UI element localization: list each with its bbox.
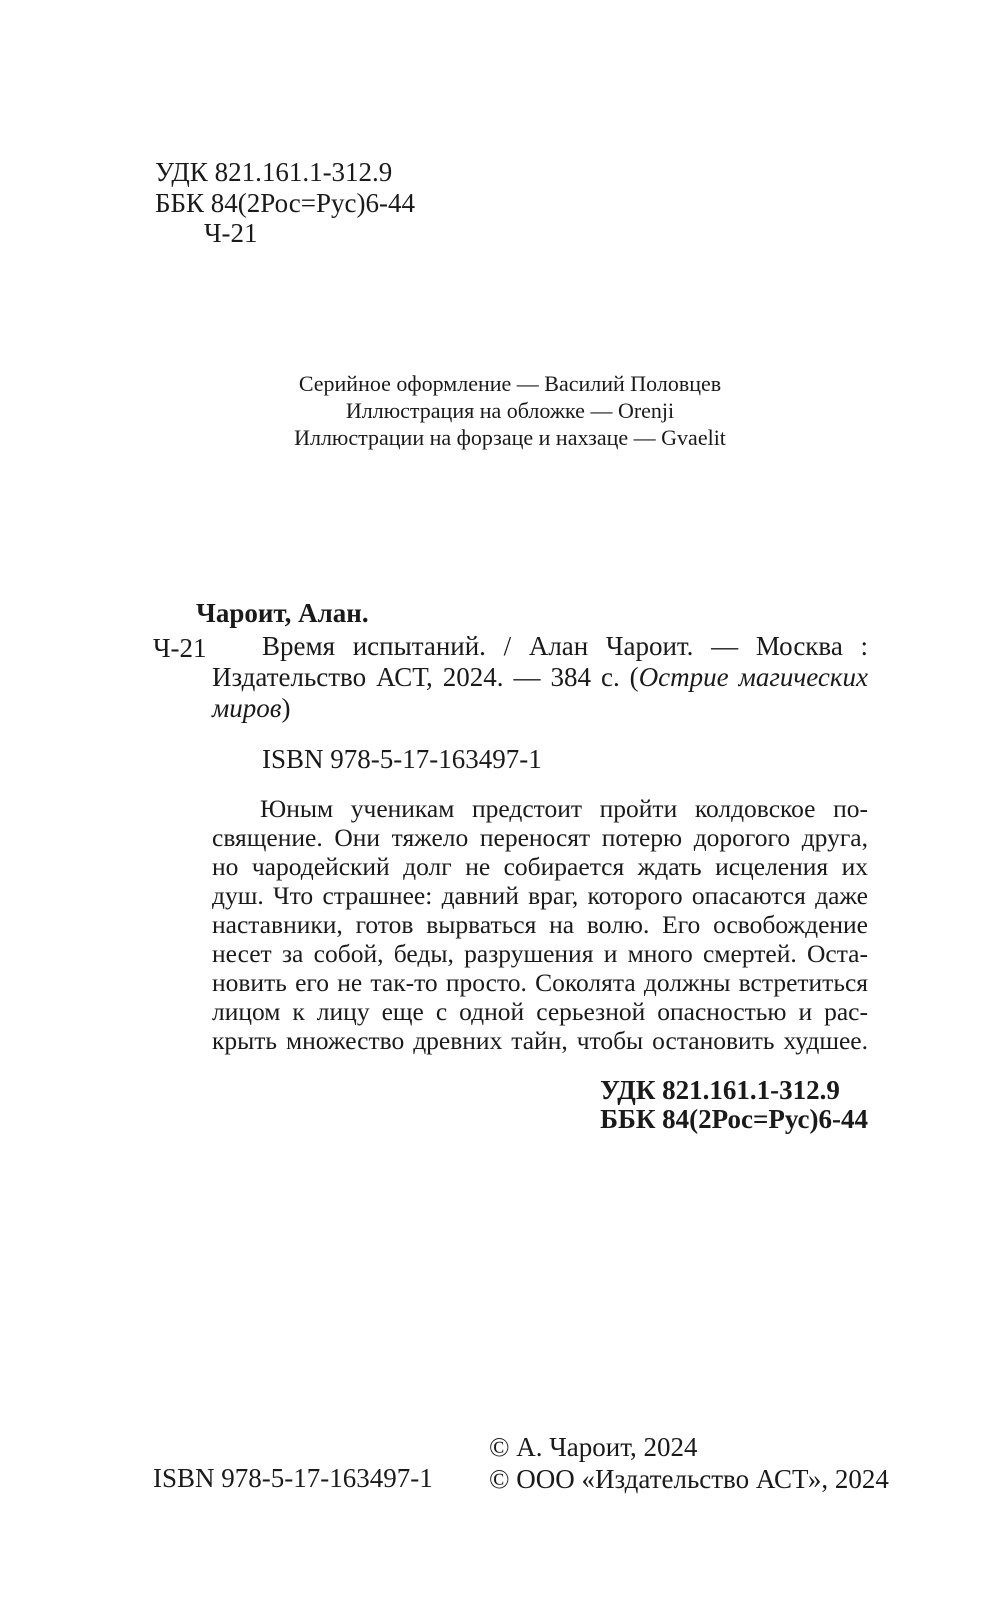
bib-line-2 — [212, 662, 868, 693]
endpaper-illustration-credit: Иллюстрации на форзаце и нахзаце — Gvaelit — [294, 425, 726, 450]
series-title-part-1: Острие магических — [638, 662, 869, 692]
udk-code-bold: УДК 821.161.1-312.9 — [600, 1075, 840, 1105]
series-title-part-2: миров — [212, 693, 282, 723]
annotation-line: лицом к лицу еще с одной серьезной опасностью и рас- — [212, 997, 868, 1026]
annotation-line: наставники, готов вырваться на волю. Его освобождение — [212, 910, 868, 939]
bib-line-3-suffix: ) — [281, 693, 291, 723]
footer-isbn: ISBN 978-5-17-163497-1 — [153, 1463, 433, 1493]
credits-block — [250, 370, 770, 451]
author-heading: Чароит, Алан. — [196, 598, 369, 628]
bbk-code-bold: ББК 84(2Рос=Рус)6-44 — [600, 1104, 868, 1134]
annotation-line: Юным ученикам предстоит пройти колдовское по- — [260, 794, 868, 823]
annotation-block — [212, 794, 868, 1055]
udk-code: УДК 821.161.1-312.9 — [155, 157, 393, 187]
bib-line-2-prefix: Издательство АСТ, 2024. — 384 с. ( — [212, 662, 639, 692]
annotation-line: душ. Что страшнее: давний враг, которого опасаются даже — [212, 881, 868, 910]
annotation-line: священие. Они тяжело переносят потерю дорогого друга, — [212, 823, 868, 852]
annotation-line: но чародейский долг не собирается ждать исцеления их — [212, 852, 868, 881]
bib-line-1: Время испытаний. / Алан Чароит. — Москва : — [262, 631, 868, 661]
annotation-line: новить его не так-то просто. Соколята должны встретиться — [212, 968, 868, 997]
copyright-author: © А. Чароит, 2024 — [489, 1432, 698, 1462]
series-design-credit: Серийное оформление — Василий Половцев — [298, 371, 722, 396]
cutter-code-record: Ч-21 — [153, 633, 207, 663]
cover-illustration-credit: Иллюстрация на обложке — Orenji — [345, 398, 675, 423]
annotation-line: крыть множество древних тайн, чтобы остановить худшее. — [212, 1026, 868, 1055]
cutter-code-top: Ч-21 — [204, 218, 258, 248]
copyright-publisher: © ООО «Издательство АСТ», 2024 — [489, 1464, 889, 1494]
classification-bold-block — [600, 1076, 868, 1134]
copyright-block — [489, 1431, 889, 1495]
isbn-record: ISBN 978-5-17-163497-1 — [262, 744, 542, 774]
annotation-line: несет за собой, беды, разрушения и много смертей. Оста- — [212, 939, 868, 968]
bib-line-3 — [212, 693, 868, 724]
bibliographic-description — [212, 631, 868, 724]
bbk-code: ББК 84(2Рос=Рус)6-44 — [155, 188, 415, 218]
